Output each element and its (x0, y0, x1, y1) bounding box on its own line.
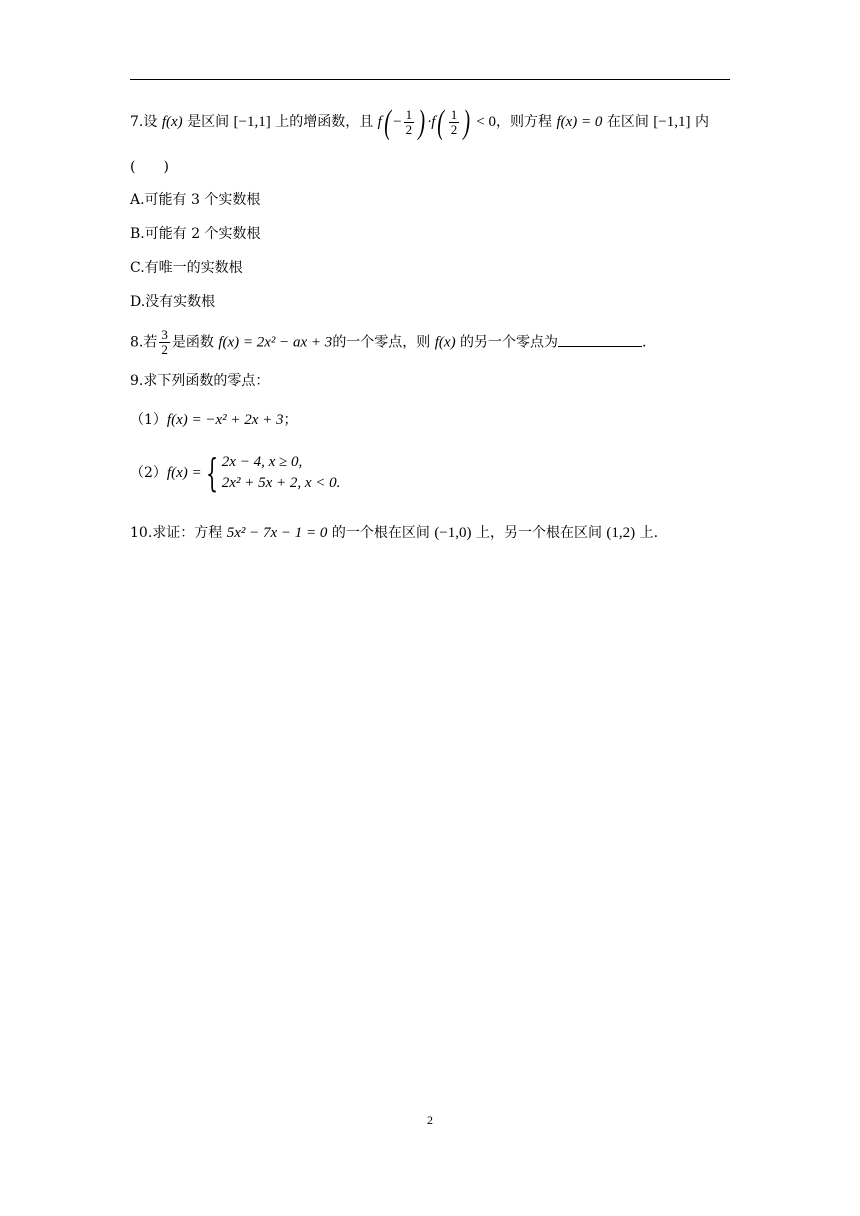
piecewise-brace: { (205, 451, 218, 495)
q9-p1-label: （1） (130, 412, 167, 428)
question-7 (130, 103, 709, 141)
question-8 (130, 328, 647, 357)
q10-equation: 5x² − 7x − 1 = 0 (226, 525, 328, 541)
q9-p1-function: f(x) = −x² + 2x + 3 (166, 412, 284, 428)
q9-part-2 (130, 452, 340, 494)
q7-text-4: 在区间 (602, 113, 654, 130)
q10-text-3: 上. (635, 525, 659, 541)
q7-condition: f( − $\frac{1}{2}$ ) ·f( $\frac{1}{2}$ ) < 0 (377, 103, 496, 141)
q8-frac-num: 3 (161, 327, 168, 342)
q10-text-1: 的一个根在区间 (327, 525, 435, 541)
q7-interval-2: [−1,1] (653, 113, 691, 130)
q9-title: 9.求下列函数的零点： (130, 373, 270, 389)
page-number: 2 (427, 1113, 433, 1127)
header-rule (130, 79, 730, 80)
q8-text-3: 的另一个零点为 (455, 334, 559, 351)
q7-text-2: 上的增函数，且 (270, 113, 378, 130)
q8-fx: f(x) (434, 334, 456, 351)
q9-p2-cases (222, 452, 341, 494)
q9-part-1 (130, 410, 298, 430)
q9-p2-case-2: 2x² + 5x + 2, x < 0. (221, 475, 341, 491)
q8-frac-den: 2 (161, 342, 168, 357)
q7-text-1: 是区间 (182, 113, 234, 130)
option-b: B.可能有 2 个实数根 (130, 226, 261, 242)
q8-end: . (642, 334, 647, 351)
q7-text-5: 内 (690, 113, 709, 130)
question-10 (130, 523, 658, 543)
q9-p1-end: ； (283, 412, 298, 428)
q10-prefix: 10.求证：方程 (130, 525, 227, 541)
option-d: D.没有实数根 (130, 294, 216, 310)
q8-prefix: 8.若 (130, 334, 158, 351)
option-c: C.有唯一的实数根 (130, 260, 243, 276)
q7-interval: [−1,1] (233, 113, 271, 130)
q10-interval-2: (1,2) (606, 525, 636, 541)
q7-fx: f(x) (161, 113, 183, 130)
q9-p2-lhs: f(x) = (166, 465, 202, 481)
q10-text-2: 上，另一个根在区间 (471, 525, 607, 541)
q9-p2-label: （2） (130, 465, 167, 481)
q8-text-1: 是函数 (171, 334, 219, 351)
q8-function: f(x) = 2x² − ax + 3 (218, 334, 333, 351)
q7-text-3: ，则方程 (496, 113, 557, 130)
q7-answer-paren: ( ) (130, 159, 169, 175)
q8-text-2: 的一个零点，则 (332, 334, 435, 351)
q8-fraction (159, 328, 170, 357)
q8-answer-blank[interactable] (558, 332, 642, 347)
option-a: A.可能有 3 个实数根 (130, 192, 261, 208)
q10-interval-1: (−1,0) (434, 525, 472, 541)
q7-prefix: 7.设 (130, 113, 162, 130)
q7-equation: f(x) = 0 (556, 113, 603, 130)
q9-p2-case-1: 2x − 4, x ≥ 0, (221, 454, 303, 470)
